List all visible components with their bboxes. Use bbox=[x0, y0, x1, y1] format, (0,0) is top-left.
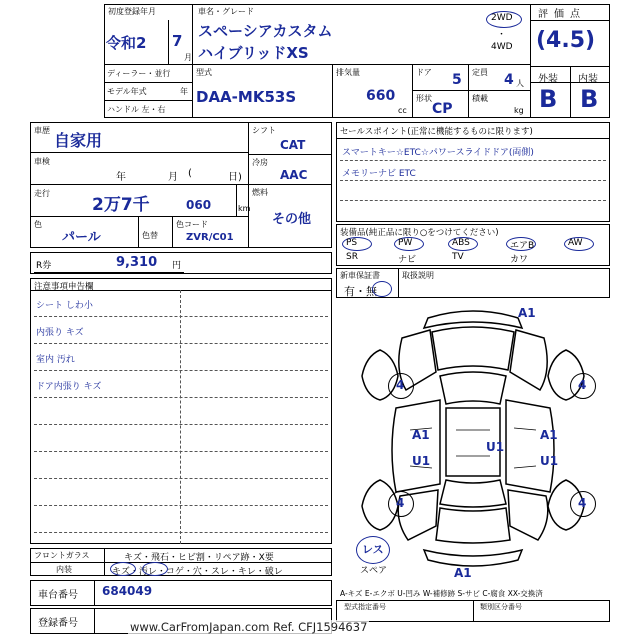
car-name-line2: ハイブリッドXS bbox=[198, 44, 309, 62]
inspection-month: 月 bbox=[168, 172, 178, 183]
exterior-label: 外装 bbox=[538, 74, 558, 85]
notes-rule bbox=[34, 370, 328, 371]
drive-4wd: 4WD bbox=[491, 42, 513, 52]
door-value: 5 bbox=[452, 72, 462, 88]
damage-mark: A1 bbox=[412, 428, 430, 442]
first-reg-label: 初度登録年月 bbox=[108, 7, 156, 16]
form-label2: 類別区分番号 bbox=[480, 603, 522, 611]
type-label: 型式 bbox=[196, 68, 212, 77]
color-label: 色 bbox=[34, 220, 42, 229]
damage-mark: 4 bbox=[396, 496, 405, 510]
shift-value: CAT bbox=[280, 138, 306, 152]
era-value: 令和2 bbox=[106, 34, 147, 52]
drive-dot: ・ bbox=[497, 30, 507, 40]
damage-legend: A-キズ E-エクボ U-凹み W-補修跡 S-サビ C-腐食 XX-交換済 bbox=[340, 589, 543, 598]
model-year-label: モデル年式 bbox=[107, 87, 147, 96]
damage-mark: A1 bbox=[540, 428, 558, 442]
warranty-nashi-circle bbox=[372, 281, 392, 297]
color-code-label: 色コード bbox=[176, 220, 208, 229]
displacement-unit: cc bbox=[398, 106, 407, 115]
equipment-item: エアB bbox=[510, 241, 535, 251]
mileage-value: 2万7千 bbox=[92, 195, 150, 215]
loading-label: 積載 bbox=[472, 94, 488, 103]
usage-label: 車歴 bbox=[34, 126, 50, 135]
color-change-label: 色替 bbox=[142, 231, 158, 240]
model-year-unit: 年 bbox=[180, 87, 188, 96]
interior-label: 内装 bbox=[578, 74, 598, 85]
handle-label: ハンドル 左・右 bbox=[107, 105, 166, 114]
capacity-label: 定員 bbox=[472, 68, 488, 77]
damage-mark: 4 bbox=[396, 378, 405, 392]
type-value: DAA-MK53S bbox=[196, 88, 297, 106]
recycle-label: R券 bbox=[36, 261, 52, 271]
equipment-item: PW bbox=[398, 238, 413, 248]
notes-line: 室内 汚れ bbox=[36, 355, 75, 365]
interior-kizu-circle bbox=[110, 562, 136, 576]
equipment-item: ナビ bbox=[398, 255, 417, 265]
mileage-sub: 060 bbox=[186, 198, 212, 212]
drive-2wd: 2WD bbox=[491, 13, 513, 23]
displacement-label: 排気量 bbox=[336, 68, 360, 77]
damage-mark: U1 bbox=[540, 454, 559, 468]
displacement-value: 660 bbox=[366, 88, 396, 104]
damage-mark: 4 bbox=[578, 378, 587, 392]
inspection-day: 日) bbox=[228, 172, 242, 183]
usage-value: 自家用 bbox=[54, 131, 103, 150]
notes-line: シート しわ小 bbox=[36, 301, 93, 311]
notes-line: ドア内張り キズ bbox=[36, 382, 102, 392]
sales-point-line1: スマートキー☆ETC☆パワースライドドア(両側) bbox=[342, 148, 534, 158]
spare-label: スペア bbox=[360, 566, 388, 576]
interior-value: B bbox=[580, 85, 599, 113]
equipment-item: カワ bbox=[510, 255, 529, 265]
equipment-title: 装備品(純正品に限り○をつけてください) bbox=[340, 228, 499, 238]
recording-label: 取扱説明 bbox=[402, 271, 434, 280]
car-name-label: 車名・グレード bbox=[198, 7, 254, 16]
capacity-value: 4 bbox=[504, 72, 514, 88]
notes-rule bbox=[34, 316, 328, 317]
aircon-label: 冷房 bbox=[252, 158, 268, 167]
color-value: パール bbox=[62, 230, 101, 245]
notes-rule bbox=[34, 397, 328, 398]
inspection-label: 車検 bbox=[34, 157, 50, 166]
interior-cond-label: 内装 bbox=[56, 565, 72, 574]
watermark: www.CarFromJapan.com Ref. CFJ1594637 bbox=[130, 620, 368, 634]
mileage-label: 走行 bbox=[34, 189, 50, 198]
notes-rule bbox=[34, 451, 328, 452]
loading-unit: kg bbox=[514, 106, 524, 115]
score-value: (4.5) bbox=[536, 28, 596, 53]
equipment-item: PS bbox=[346, 238, 358, 248]
interior-yogore-circle bbox=[142, 562, 168, 576]
damage-mark: 4 bbox=[578, 496, 587, 510]
chassis-label: 車台番号 bbox=[38, 590, 78, 601]
interior-cond-value: キズ・汚レ・コゲ・穴・スレ・キレ・破レ bbox=[112, 567, 283, 577]
damage-mark: U1 bbox=[412, 454, 431, 468]
recycle-value: 9,310 bbox=[116, 255, 158, 270]
shape-label: 形状 bbox=[416, 94, 432, 103]
form-label1: 型式指定番号 bbox=[344, 603, 386, 611]
front-glass-label: フロントガラス bbox=[34, 551, 90, 560]
new-warranty-value: 有・無 bbox=[344, 285, 377, 298]
recycle-unit: 円 bbox=[172, 261, 182, 271]
damage-mark: A1 bbox=[518, 306, 536, 320]
damage-mark: A1 bbox=[454, 566, 472, 580]
equipment-item: TV bbox=[452, 252, 464, 262]
notes-line: 内張り キズ bbox=[36, 328, 84, 338]
inspection-paren: ( bbox=[188, 168, 192, 179]
sales-point-line2: メモリーナビ ETC bbox=[342, 169, 416, 179]
exterior-value: B bbox=[539, 85, 558, 113]
notes-rule bbox=[34, 532, 328, 533]
capacity-unit: 人 bbox=[516, 79, 524, 88]
score-label: 評価点 bbox=[538, 9, 586, 20]
notes-rule bbox=[34, 343, 328, 344]
notes-rule bbox=[34, 424, 328, 425]
month-value: 7 bbox=[172, 32, 183, 50]
equipment-item: ABS bbox=[452, 238, 470, 248]
shift-label: シフト bbox=[252, 126, 276, 135]
car-name-line1: スペーシアカスタム bbox=[198, 22, 333, 40]
fuel-label: 燃料 bbox=[252, 188, 268, 197]
equipment-item: SR bbox=[346, 252, 358, 262]
aircon-value: AAC bbox=[280, 168, 308, 182]
dealer-label: ディーラー・並行 bbox=[107, 69, 171, 78]
new-warranty-label: 新車保証書 bbox=[340, 271, 380, 280]
shape-value: CP bbox=[432, 101, 453, 117]
month-unit: 月 bbox=[184, 53, 192, 62]
equipment-item: AW bbox=[568, 238, 583, 248]
front-glass-value: キズ・飛石・ヒビ割・リペア跡・X要 bbox=[124, 553, 274, 563]
sales-point-title: セールスポイント(正常に機能するものに限ります) bbox=[340, 127, 533, 137]
spare-circle-text: レス bbox=[362, 543, 384, 556]
notes-title: 注意事項申告欄 bbox=[34, 282, 94, 292]
notes-rule bbox=[34, 478, 328, 479]
damage-mark: U1 bbox=[486, 440, 505, 454]
fuel-value: その他 bbox=[272, 212, 312, 227]
color-code-value: ZVR/C01 bbox=[186, 232, 234, 243]
chassis-value: 684049 bbox=[102, 584, 153, 598]
notes-rule bbox=[34, 505, 328, 506]
registration-label: 登録番号 bbox=[38, 618, 78, 629]
inspection-year: 年 bbox=[116, 172, 126, 183]
mileage-unit: km bbox=[238, 204, 251, 213]
door-label: ドア bbox=[416, 68, 432, 77]
